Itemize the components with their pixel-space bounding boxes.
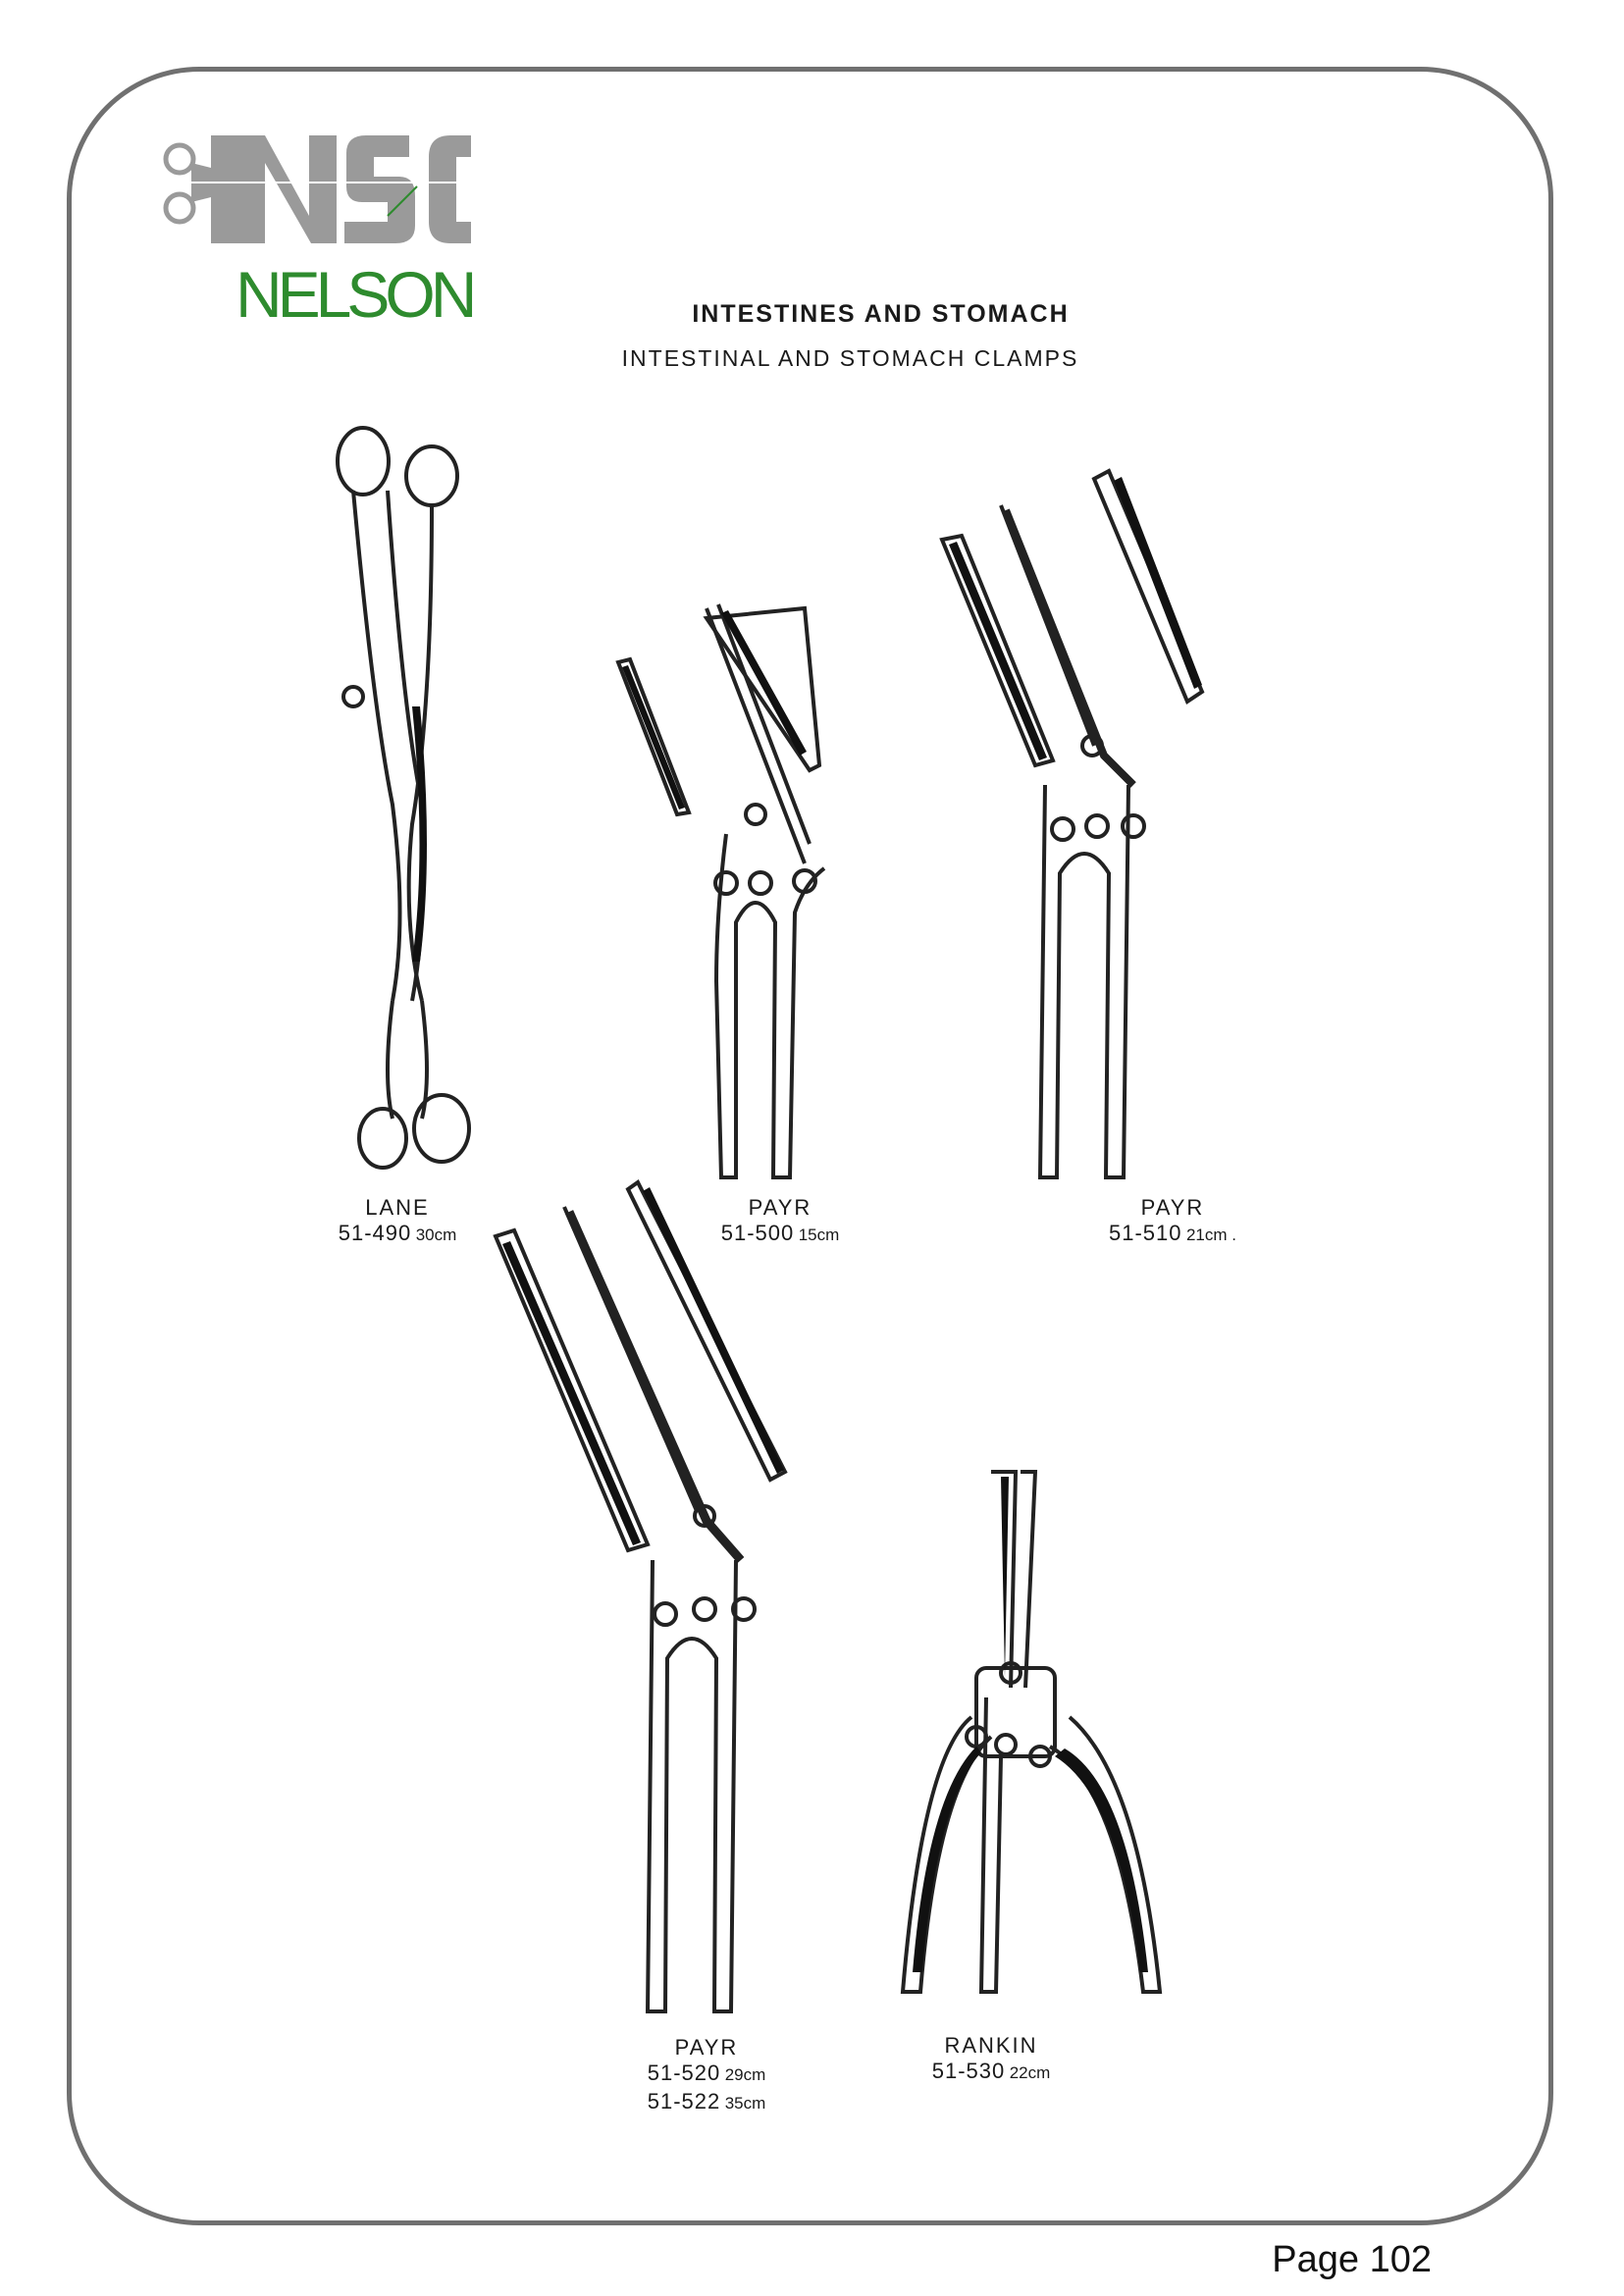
item-code: 51-522	[647, 2089, 721, 2113]
item-size: 21cm .	[1185, 1226, 1236, 1244]
caption-payr-51-520	[603, 2035, 810, 2117]
payr-51-500-illustration	[599, 589, 864, 1187]
lane-clamp-illustration	[314, 412, 510, 1197]
page-number: Page 102	[1272, 2239, 1432, 2280]
item-size: 30cm	[415, 1226, 457, 1244]
brand-name: NELSON	[236, 258, 473, 331]
caption-lane	[294, 1195, 500, 1249]
rankin-clamp-illustration	[883, 1462, 1168, 2011]
item-name: RANKIN	[944, 2033, 1038, 2058]
item-name: PAYR	[1140, 1195, 1205, 1220]
payr-51-510-illustration	[937, 461, 1222, 1187]
item-code: 51-500	[720, 1221, 795, 1245]
item-name: PAYR	[674, 2035, 739, 2060]
item-code: 51-520	[647, 2061, 721, 2085]
page-title: INTESTINES AND STOMACH	[692, 300, 1070, 328]
item-name: LANE	[365, 1195, 430, 1220]
item-code: 51-510	[1109, 1221, 1182, 1245]
item-size: 35cm	[724, 2094, 766, 2113]
caption-payr-51-500	[677, 1195, 883, 1249]
item-size: 29cm	[724, 2065, 766, 2084]
payr-51-520-illustration	[491, 1168, 814, 2021]
item-size: 22cm	[1009, 2063, 1051, 2082]
page-subtitle: INTESTINAL AND STOMACH CLAMPS	[621, 345, 1079, 371]
item-code: 51-490	[338, 1221, 412, 1245]
item-size: 15cm	[798, 1226, 840, 1244]
item-name: PAYR	[748, 1195, 812, 1220]
caption-rankin	[888, 2033, 1094, 2087]
item-code: 51-530	[931, 2059, 1006, 2083]
caption-payr-51-510	[1070, 1195, 1276, 1249]
